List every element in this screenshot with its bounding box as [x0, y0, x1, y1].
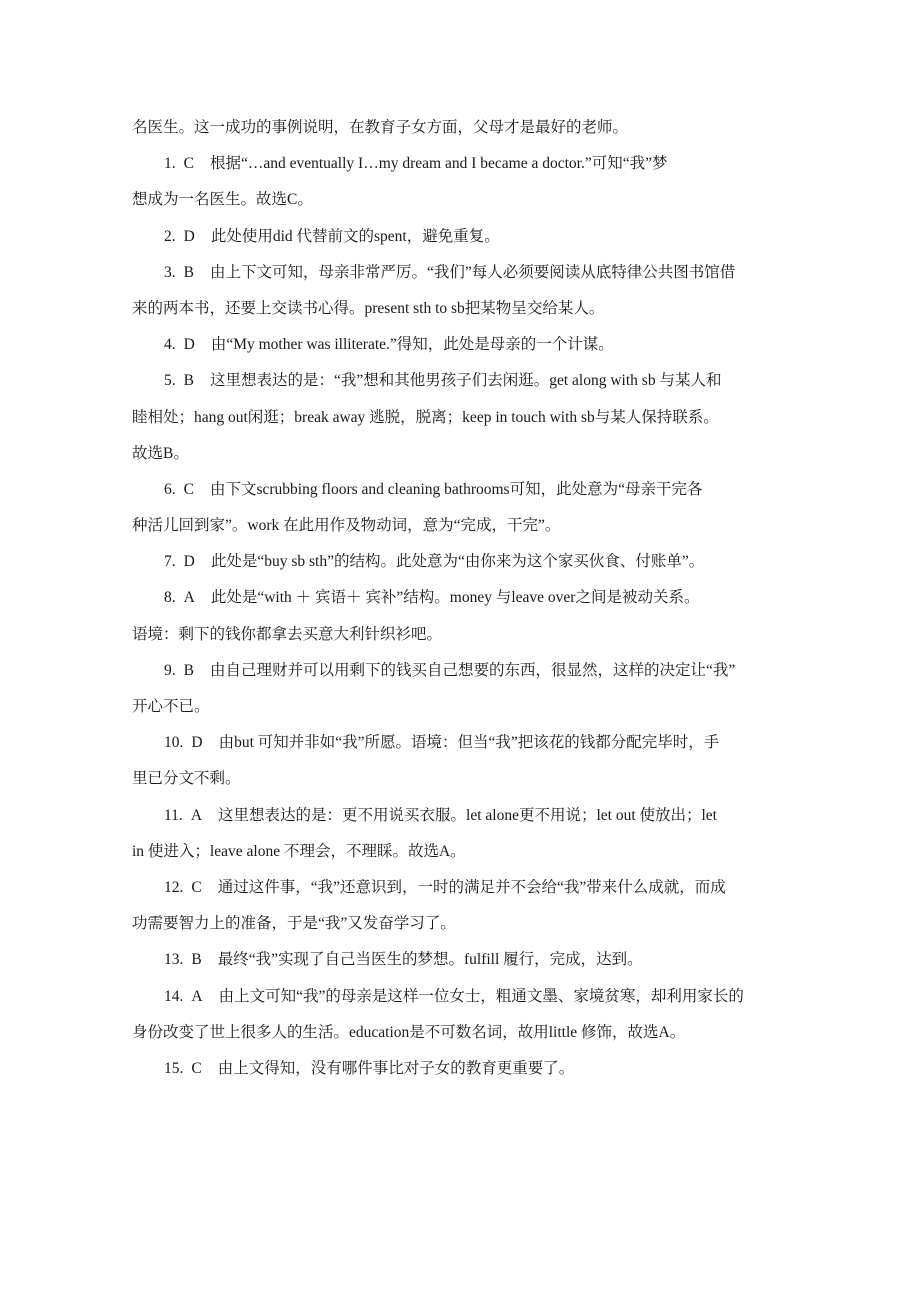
answer-first-line	[132, 225, 800, 261]
answer-item	[132, 804, 800, 876]
answer-item	[132, 152, 800, 224]
question-number: 9.	[164, 661, 176, 679]
explanation-text: 里已分文不剩。	[132, 770, 241, 788]
question-number: 10.	[164, 734, 184, 752]
answer-continuation-line	[132, 514, 800, 550]
answer-first-line	[132, 731, 800, 767]
answer-letter: D	[183, 227, 195, 245]
question-number: 7.	[164, 553, 176, 571]
explanation-text: 此处使用did 代替前文的spent，避免重复。	[210, 227, 500, 245]
answer-letter: C	[183, 480, 194, 498]
answer-item	[132, 261, 800, 333]
explanation-text: 由“My mother was illiterate.”得知，此处是母亲的一个计谋。	[210, 336, 614, 354]
question-number: 2.	[164, 227, 176, 245]
answer-letter: B	[183, 661, 194, 679]
question-number: 1.	[164, 155, 176, 173]
explanation-text: 由自己理财并可以用剩下的钱买自己想要的东西，很显然，这样的决定让“我”	[209, 661, 736, 679]
answer-item	[132, 731, 800, 803]
explanation-text: 睦相处；hang out闲逛；break away 逃脱，脱离；keep in touch with sb与某人保持联系。	[132, 408, 719, 426]
answer-letter: B	[183, 372, 194, 390]
answer-item	[132, 369, 800, 478]
explanation-text: 由上文得知，没有哪件事比对子女的教育更重要了。	[217, 1059, 575, 1077]
answer-item	[132, 225, 800, 261]
explanation-text: 由下文scrubbing floors and cleaning bathrooms可知，此处意为“母亲干完各	[209, 480, 703, 498]
explanation-text: in 使进入；leave alone 不理会，不理睬。故选A。	[132, 842, 466, 860]
explanation-text: 想成为一名医生。故选C。	[132, 191, 313, 209]
answer-letter: B	[191, 951, 202, 969]
explanation-text: 通过这件事，“我”还意识到，一时的满足并不会给“我”带来什么成就，而成	[217, 878, 726, 896]
explanation-text: 由but 可知并非如“我”所愿。语境：但当“我”把该花的钱都分配完毕时，手	[218, 734, 720, 752]
explanation-text: 来的两本书，还要上交读书心得。present sth to sb把某物呈交给某人。	[132, 299, 605, 317]
question-number: 8.	[164, 589, 176, 607]
answer-first-line	[132, 985, 800, 1021]
answer-first-line	[132, 333, 800, 369]
explanation-text: 由上下文可知，母亲非常严厉。“我们”每人必须要阅读从底特律公共图书馆借	[209, 263, 736, 281]
answer-letter: B	[183, 263, 194, 281]
answer-first-line	[132, 586, 800, 622]
question-number: 11.	[164, 806, 183, 824]
answer-first-line	[132, 261, 800, 297]
answer-letter: A	[190, 806, 203, 824]
answer-letter: D	[183, 336, 195, 354]
answer-item	[132, 333, 800, 369]
intro-line: 名医生。这一成功的事例说明，在教育子女方面，父母才是最好的老师。	[132, 119, 629, 136]
explanation-text: 功需要智力上的准备，于是“我”又发奋学习了。	[132, 915, 456, 933]
answer-first-line	[132, 152, 800, 188]
answer-continuation-line	[132, 623, 800, 659]
answer-letter: A	[183, 589, 195, 607]
question-number: 12.	[164, 878, 184, 896]
answer-continuation-line	[132, 188, 800, 224]
answer-first-line	[132, 1057, 800, 1093]
answer-letter: C	[183, 155, 194, 173]
answer-item	[132, 1057, 800, 1093]
answer-item	[132, 478, 800, 550]
answer-letter: D	[183, 553, 195, 571]
answer-first-line	[132, 659, 800, 695]
answer-continuation-line	[132, 297, 800, 333]
question-number: 6.	[164, 480, 176, 498]
explanation-text: 这里想表达的是：更不用说买衣服。let alone更不用说；let out 使放出；let	[218, 806, 717, 824]
answer-first-line	[132, 948, 800, 984]
explanation-text: 这里想表达的是：“我”想和其他男孩子们去闲逛。get along with sb 与某人和	[209, 372, 722, 390]
question-number: 4.	[164, 336, 176, 354]
answer-item	[132, 876, 800, 948]
answer-item	[132, 586, 800, 658]
answer-continuation-line	[132, 442, 800, 478]
answer-item	[132, 659, 800, 731]
answer-letter: A	[191, 987, 203, 1005]
answer-letter: C	[191, 878, 202, 896]
explanation-text: 此处是“with ＋ 宾语＋ 宾补”结构。money 与leave over之间是被动关系。	[210, 589, 700, 607]
question-number: 13.	[164, 951, 184, 969]
explanation-text: 由上文可知“我”的母亲是这样一位女士，粗通文墨、家境贫寒，却利用家长的	[218, 987, 744, 1005]
answer-continuation-line	[132, 840, 800, 876]
question-number: 3.	[164, 263, 176, 281]
answer-first-line	[132, 478, 800, 514]
answer-first-line	[132, 369, 800, 405]
question-number: 14.	[164, 987, 184, 1005]
answer-continuation-line	[132, 912, 800, 948]
question-number: 5.	[164, 372, 176, 390]
explanation-text: 开心不已。	[132, 698, 210, 715]
explanation-text: 身份改变了世上很多人的生活。education是不可数名词，故用little 修饰，故选A。	[132, 1023, 686, 1041]
answer-continuation-line	[132, 695, 800, 731]
explanation-text: 最终“我”实现了自己当医生的梦想。fulfill 履行，完成，达到。	[217, 951, 643, 969]
answer-letter: C	[191, 1059, 202, 1077]
answer-document	[132, 116, 800, 1093]
answer-list	[132, 152, 800, 1093]
answer-item	[132, 550, 800, 586]
answer-item	[132, 948, 800, 984]
answer-continuation-line	[132, 767, 800, 803]
explanation-text: 种活儿回到家”。work 在此用作及物动词，意为“完成，干完”。	[132, 517, 561, 535]
explanation-text: 此处是“buy sb sth”的结构。此处意为“由你来为这个家买伙食、付账单”。	[210, 553, 705, 571]
answer-continuation-line	[132, 1021, 800, 1057]
answer-first-line	[132, 550, 800, 586]
explanation-text: 根据“…and eventually I…my dream and I became a doctor.”可知“我”梦	[209, 155, 668, 173]
answer-continuation-line	[132, 406, 800, 442]
answer-letter: D	[191, 734, 203, 752]
question-number: 15.	[164, 1059, 184, 1077]
answer-first-line	[132, 804, 800, 840]
answer-item	[132, 985, 800, 1057]
answer-first-line	[132, 876, 800, 912]
explanation-text: 语境：剩下的钱你都拿去买意大利针织衫吧。	[132, 625, 443, 643]
explanation-text: 故选B。	[132, 444, 189, 462]
